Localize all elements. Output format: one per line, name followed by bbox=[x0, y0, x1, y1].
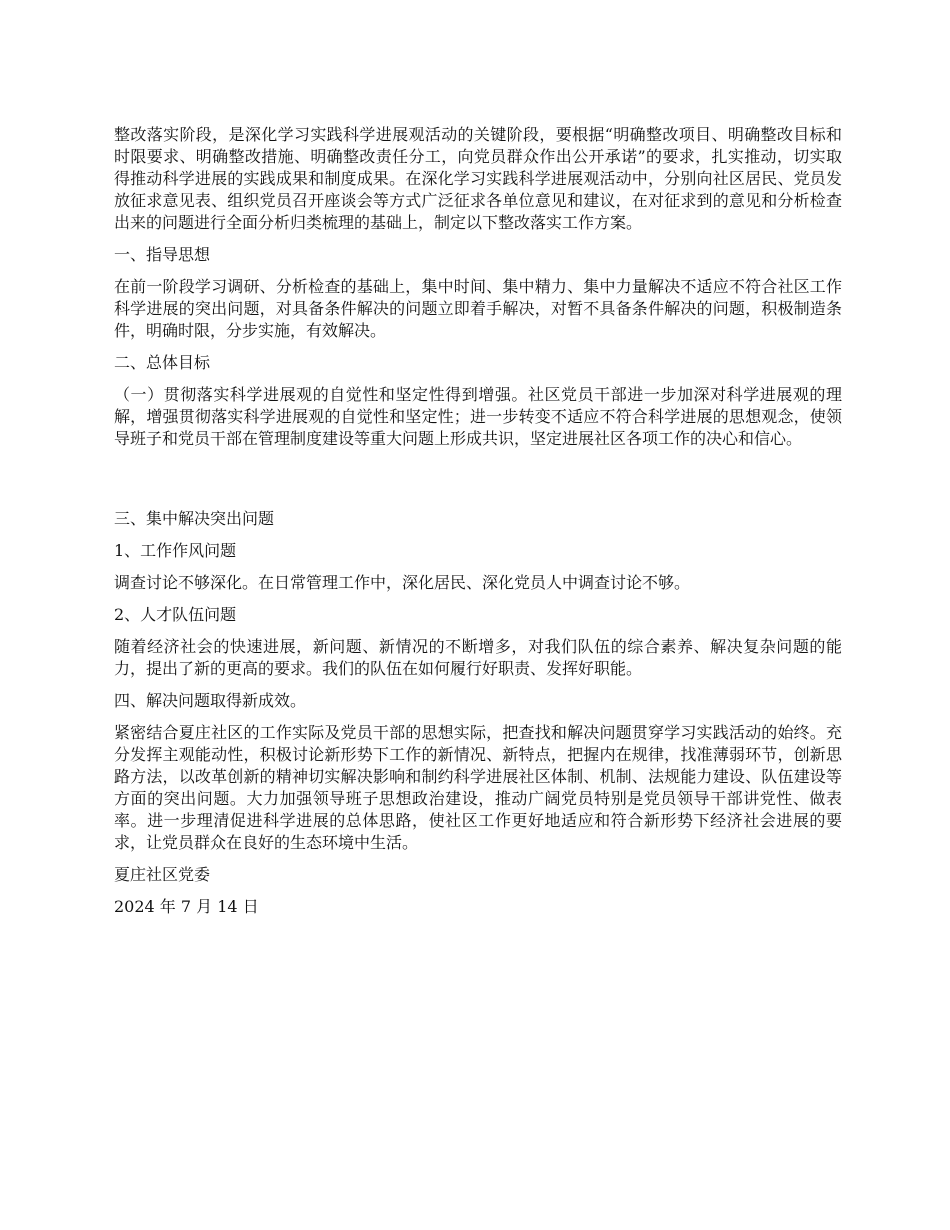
document-date: 2024 年 7 月 14 日 bbox=[114, 897, 259, 916]
section-4-heading: 四、解决问题取得新成效。 bbox=[114, 691, 307, 710]
document-page bbox=[114, 124, 842, 918]
subsection-1-heading: 1、工作作风问题 bbox=[114, 541, 237, 560]
section-1-heading: 一、指导思想 bbox=[114, 245, 211, 264]
section-1-paragraph: 在前一阶段学习调研、分析检查的基础上，集中时间、集中精力、集中力量解决不适应不符合社区工作科学进展的突出问题，对具备条件解决的问题立即着手解决，对暂不具备条件解决的问题，积极制造条件，明确时限，分步实施，有效解决。 bbox=[114, 277, 842, 340]
intro-paragraph: 整改落实阶段，是深化学习实践科学进展观活动的关键阶段，要根据“明确整改项目、明确整改目标和时限要求、明确整改措施、明确整改责任分工，向党员群众作出公开承诺”的要求，扎实推动，切实取得推动科学进展的实践成果和制度成果。在深化学习实践科学进展观活动中，分别向社区居民、党员发放征求意见表、组织党员召开座谈会等方式广泛征求各单位意见和建议，在对征求到的意见和分析检查出来的问题进行全面分析归类梳理的基础上，制定以下整改落实工作方案。 bbox=[114, 125, 842, 232]
subsection-1-paragraph: 调查讨论不够深化。在日常管理工作中，深化居民、深化党员人中调查讨论不够。 bbox=[114, 573, 691, 592]
section-2-paragraph: （一）贯彻落实科学进展观的自觉性和坚定性得到增强。社区党员干部进一步加深对科学进展观的理解，增强贯彻落实科学进展观的自觉性和坚定性；进一步转变不适应不符合科学进展的思想观念，使领导班子和党员干部在管理制度建设等重大问题上形成共识，坚定进展社区各项工作的决心和信心。 bbox=[114, 385, 842, 448]
subsection-2-paragraph: 随着经济社会的快速进展，新问题、新情况的不断增多，对我们队伍的综合素养、解决复杂问题的能力，提出了新的更高的要求。我们的队伍在如何履行好职责、发挥好职能。 bbox=[114, 637, 842, 678]
signature: 夏庄社区党委 bbox=[114, 865, 211, 884]
section-2-heading: 二、总体目标 bbox=[114, 353, 211, 372]
section-3-heading: 三、集中解决突出问题 bbox=[114, 509, 275, 528]
section-4-paragraph: 紧密结合夏庄社区的工作实际及党员干部的思想实际，把查找和解决问题贯穿学习实践活动的始终。充分发挥主观能动性，积极讨论新形势下工作的新情况、新特点，把握内在规律，找准薄弱环节，创新思路方法，以改革创新的精神切实解决影响和制约科学进展社区体制、机制、法规能力建设、队伍建设等方面的突出问题。大力加强领导班子思想政治建设，推动广阔党员特别是党员领导干部讲党性、做表率。进一步理清促进科学进展的总体思路，使社区工作更好地适应和符合新形势下经济社会进展的要求，让党员群众在良好的生态环境中生活。 bbox=[114, 723, 842, 852]
subsection-2-heading: 2、人才队伍问题 bbox=[114, 605, 237, 624]
